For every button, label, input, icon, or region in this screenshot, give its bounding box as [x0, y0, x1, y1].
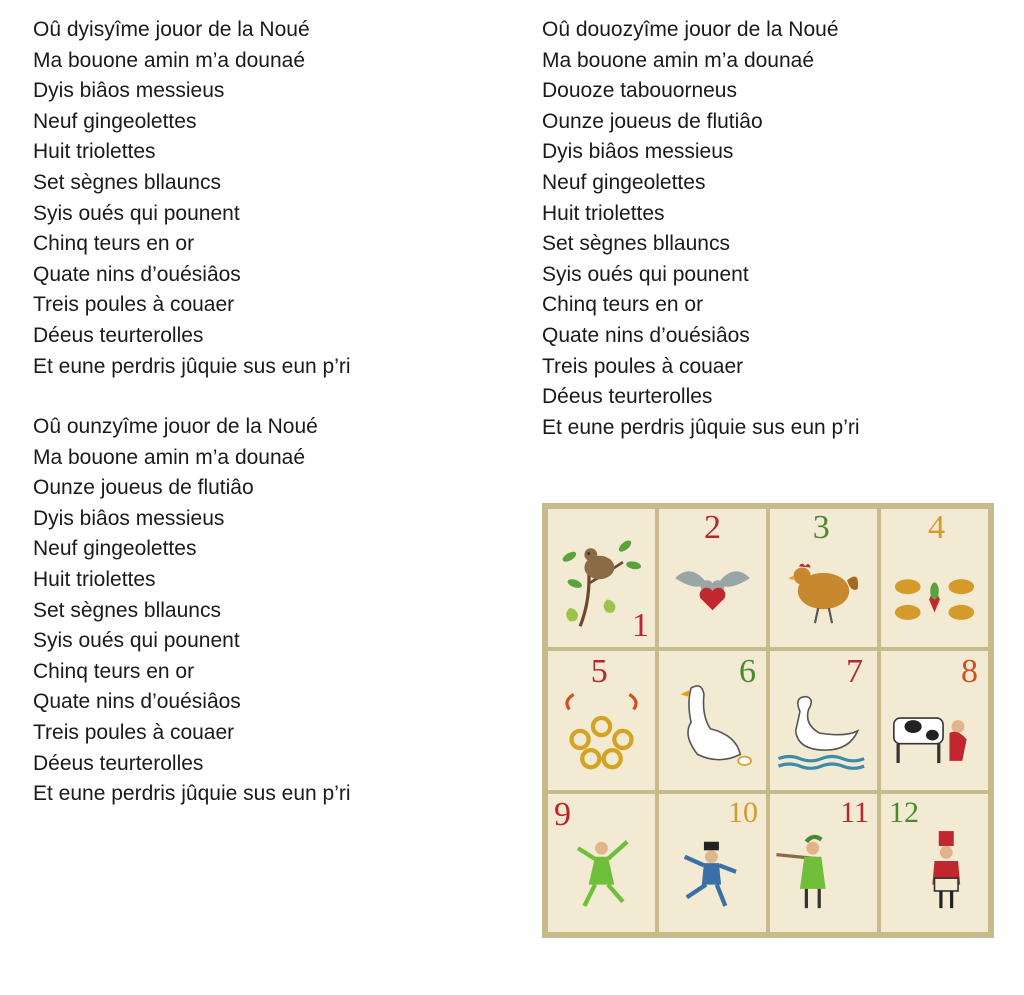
tile-number-1: 1 — [632, 607, 649, 645]
tile-partridge — [548, 509, 655, 647]
verse-line: Quate nins d’ouésiâos — [33, 690, 241, 714]
tile-number-5: 5 — [590, 653, 608, 691]
illustration-grid — [548, 509, 988, 932]
verse-line: Dyis biâos messieus — [33, 506, 225, 530]
verse-line: Oû dyisyîme jouor de la Noué — [33, 18, 310, 41]
verse-line: Neuf gingeolettes — [33, 109, 197, 133]
verse-line: Syis oués qui pounent — [33, 629, 240, 653]
stanza-twelfth-day — [542, 15, 860, 443]
verse-line: Chinq teurs en or — [33, 659, 195, 683]
tile-swans — [770, 651, 877, 789]
verse-line: Set sègnes bllauncs — [33, 598, 221, 622]
verse-line: Huit triolettes — [33, 140, 156, 164]
tile-number-4: 4 — [928, 509, 946, 546]
tile-number-2: 2 — [703, 509, 721, 546]
verse-line: Neuf gingeolettes — [542, 170, 706, 194]
verse-line: Oû douozyîme jouor de la Noué — [542, 18, 839, 41]
verse-line: Ounze joueus de flutiâo — [542, 109, 763, 133]
verse-line: Chinq teurs en or — [542, 293, 704, 317]
tile-piper — [770, 794, 877, 932]
tile-gold-rings — [548, 651, 655, 789]
verse-line: Chinq teurs en or — [33, 232, 195, 256]
tile-number-10: 10 — [728, 795, 758, 829]
verse-line: Neuf gingeolettes — [33, 537, 197, 561]
tile-number-6: 6 — [739, 653, 756, 691]
verse-line: Syis oués qui pounent — [33, 201, 240, 225]
stanza-eleventh-day — [33, 412, 351, 810]
verse-line: Ounze joueus de flutiâo — [33, 476, 254, 500]
tile-milkmaid — [881, 651, 988, 789]
verse-line: Syis oués qui pounent — [542, 262, 749, 286]
verse-line: Douoze tabouorneus — [542, 79, 737, 103]
verse-line: Dyis biâos messieus — [33, 79, 225, 103]
verse-line: Treis poules à couaer — [33, 720, 235, 744]
verse-line: Et eune perdris jûquie sus eun p’ri — [33, 782, 351, 806]
tile-number-8: 8 — [961, 653, 978, 691]
verse-line: Déeus teurterolles — [542, 385, 713, 409]
tile-lord — [659, 794, 766, 932]
verse-line: Huit triolettes — [542, 201, 665, 225]
verse-line: Oû ounzyîme jouor de la Noué — [33, 415, 318, 438]
verse-line: Treis poules à couaer — [542, 354, 744, 378]
tile-number-7: 7 — [846, 653, 863, 691]
tile-number-9: 9 — [554, 795, 571, 833]
tile-drummer — [881, 794, 988, 932]
verse-line: Ma bouone amin m’a dounaé — [33, 48, 306, 72]
tile-calling-birds — [881, 509, 988, 647]
tile-doves — [659, 509, 766, 647]
tile-hen — [770, 509, 877, 647]
verse-line: Set sègnes bllauncs — [542, 232, 730, 256]
verse-line: Quate nins d’ouésiâos — [33, 262, 241, 286]
verse-line: Ma bouone amin m’a dounaé — [33, 445, 306, 469]
verse-line: Déeus teurterolles — [33, 751, 204, 775]
stanza-tenth-day — [33, 15, 351, 382]
verse-line: Treis poules à couaer — [33, 293, 235, 317]
verse-line: Huit triolettes — [33, 567, 156, 591]
tile-dancer — [548, 794, 655, 932]
verse-line: Et eune perdris jûquie sus eun p’ri — [542, 415, 860, 439]
verse-line: Dyis biâos messieus — [542, 140, 734, 164]
tile-number-12: 12 — [889, 795, 919, 829]
twelve-days-illustration — [542, 503, 994, 938]
verse-line: Set sègnes bllauncs — [33, 170, 221, 194]
verse-line: Quate nins d’ouésiâos — [542, 323, 750, 347]
verse-line: Et eune perdris jûquie sus eun p’ri — [33, 354, 351, 378]
verse-line: Ma bouone amin m’a dounaé — [542, 48, 815, 72]
tile-geese — [659, 651, 766, 789]
tile-number-3: 3 — [812, 509, 830, 546]
tile-number-11: 11 — [840, 795, 869, 829]
verse-line: Déeus teurterolles — [33, 323, 204, 347]
